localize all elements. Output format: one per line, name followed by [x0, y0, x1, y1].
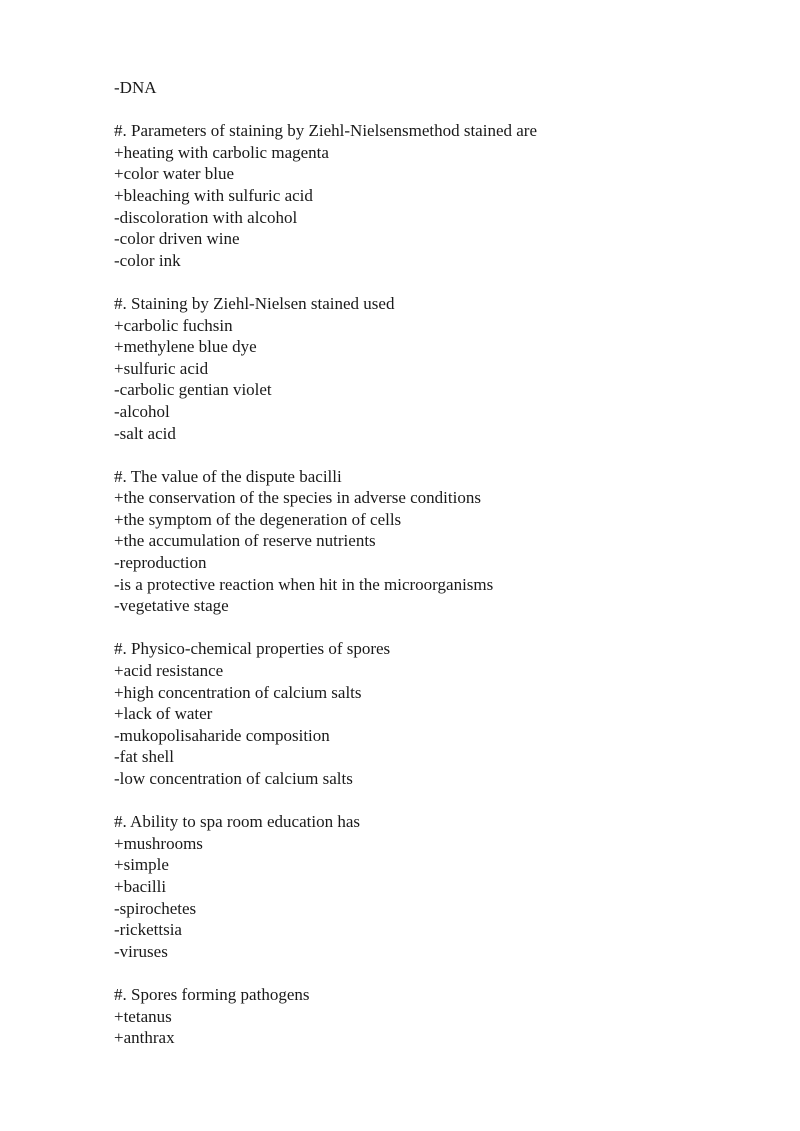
answer-option: +methylene blue dye — [114, 337, 257, 357]
answer-option: -color driven wine — [114, 229, 240, 249]
blank-line — [114, 444, 754, 466]
answer-option: +heating with carbolic magenta — [114, 142, 329, 162]
answer-option: -fat shell — [114, 747, 174, 767]
question-heading: #. Spores forming pathogens — [114, 984, 310, 1004]
text-line: -DNA — [114, 78, 157, 97]
answer-option: -viruses — [114, 941, 168, 961]
answer-option: +the symptom of the degeneration of cells — [114, 509, 402, 529]
answer-option: -reproduction — [114, 553, 207, 573]
answer-option: -carbolic gentian violet — [114, 380, 272, 400]
answer-option: -mukopolisaharide composition — [114, 725, 330, 745]
question-heading: #. Ability to spa room education has — [114, 812, 360, 832]
answer-option: -alcohol — [114, 401, 170, 421]
answer-option: +bacilli — [114, 876, 167, 896]
question-heading: #. Physico-chemical properties of spores — [114, 639, 391, 659]
blank-line — [114, 99, 754, 121]
question-heading: #. The value of the dispute bacilli — [114, 466, 342, 486]
answer-option: -color ink — [114, 250, 181, 270]
answer-option: -vegetative stage — [114, 596, 229, 616]
answer-option: +anthrax — [114, 1028, 175, 1048]
answer-option: +sulfuric acid — [114, 358, 209, 378]
answer-option: +mushrooms — [114, 833, 203, 853]
answer-option: -spirochetes — [114, 898, 197, 918]
answer-option: -is a protective reaction when hit in the microorganisms — [114, 574, 494, 594]
answer-option: +lack of water — [114, 704, 213, 724]
answer-option: -discoloration with alcohol — [114, 207, 298, 227]
blank-line — [114, 790, 754, 812]
blank-line — [114, 962, 754, 984]
document-text — [114, 77, 754, 1049]
answer-option: +bleaching with sulfuric acid — [114, 185, 313, 205]
answer-option: -rickettsia — [114, 920, 182, 940]
answer-option: -low concentration of calcium salts — [114, 769, 353, 788]
answer-option: +color water blue — [114, 164, 235, 184]
blank-line — [114, 617, 754, 639]
answer-option: +simple — [114, 855, 169, 875]
question-heading: #. Parameters of staining by Ziehl-Nielsensmethod stained are — [114, 121, 537, 141]
question-heading: #. Staining by Ziehl-Nielsen stained used — [114, 293, 395, 313]
blank-line — [114, 271, 754, 293]
answer-option: -salt acid — [114, 423, 176, 443]
answer-option: +the conservation of the species in adverse conditions — [114, 488, 481, 508]
answer-option: +carbolic fuchsin — [114, 315, 233, 335]
answer-option: +acid resistance — [114, 661, 224, 681]
answer-option: +tetanus — [114, 1006, 172, 1026]
answer-option: +the accumulation of reserve nutrients — [114, 531, 376, 551]
answer-option: +high concentration of calcium salts — [114, 682, 362, 702]
